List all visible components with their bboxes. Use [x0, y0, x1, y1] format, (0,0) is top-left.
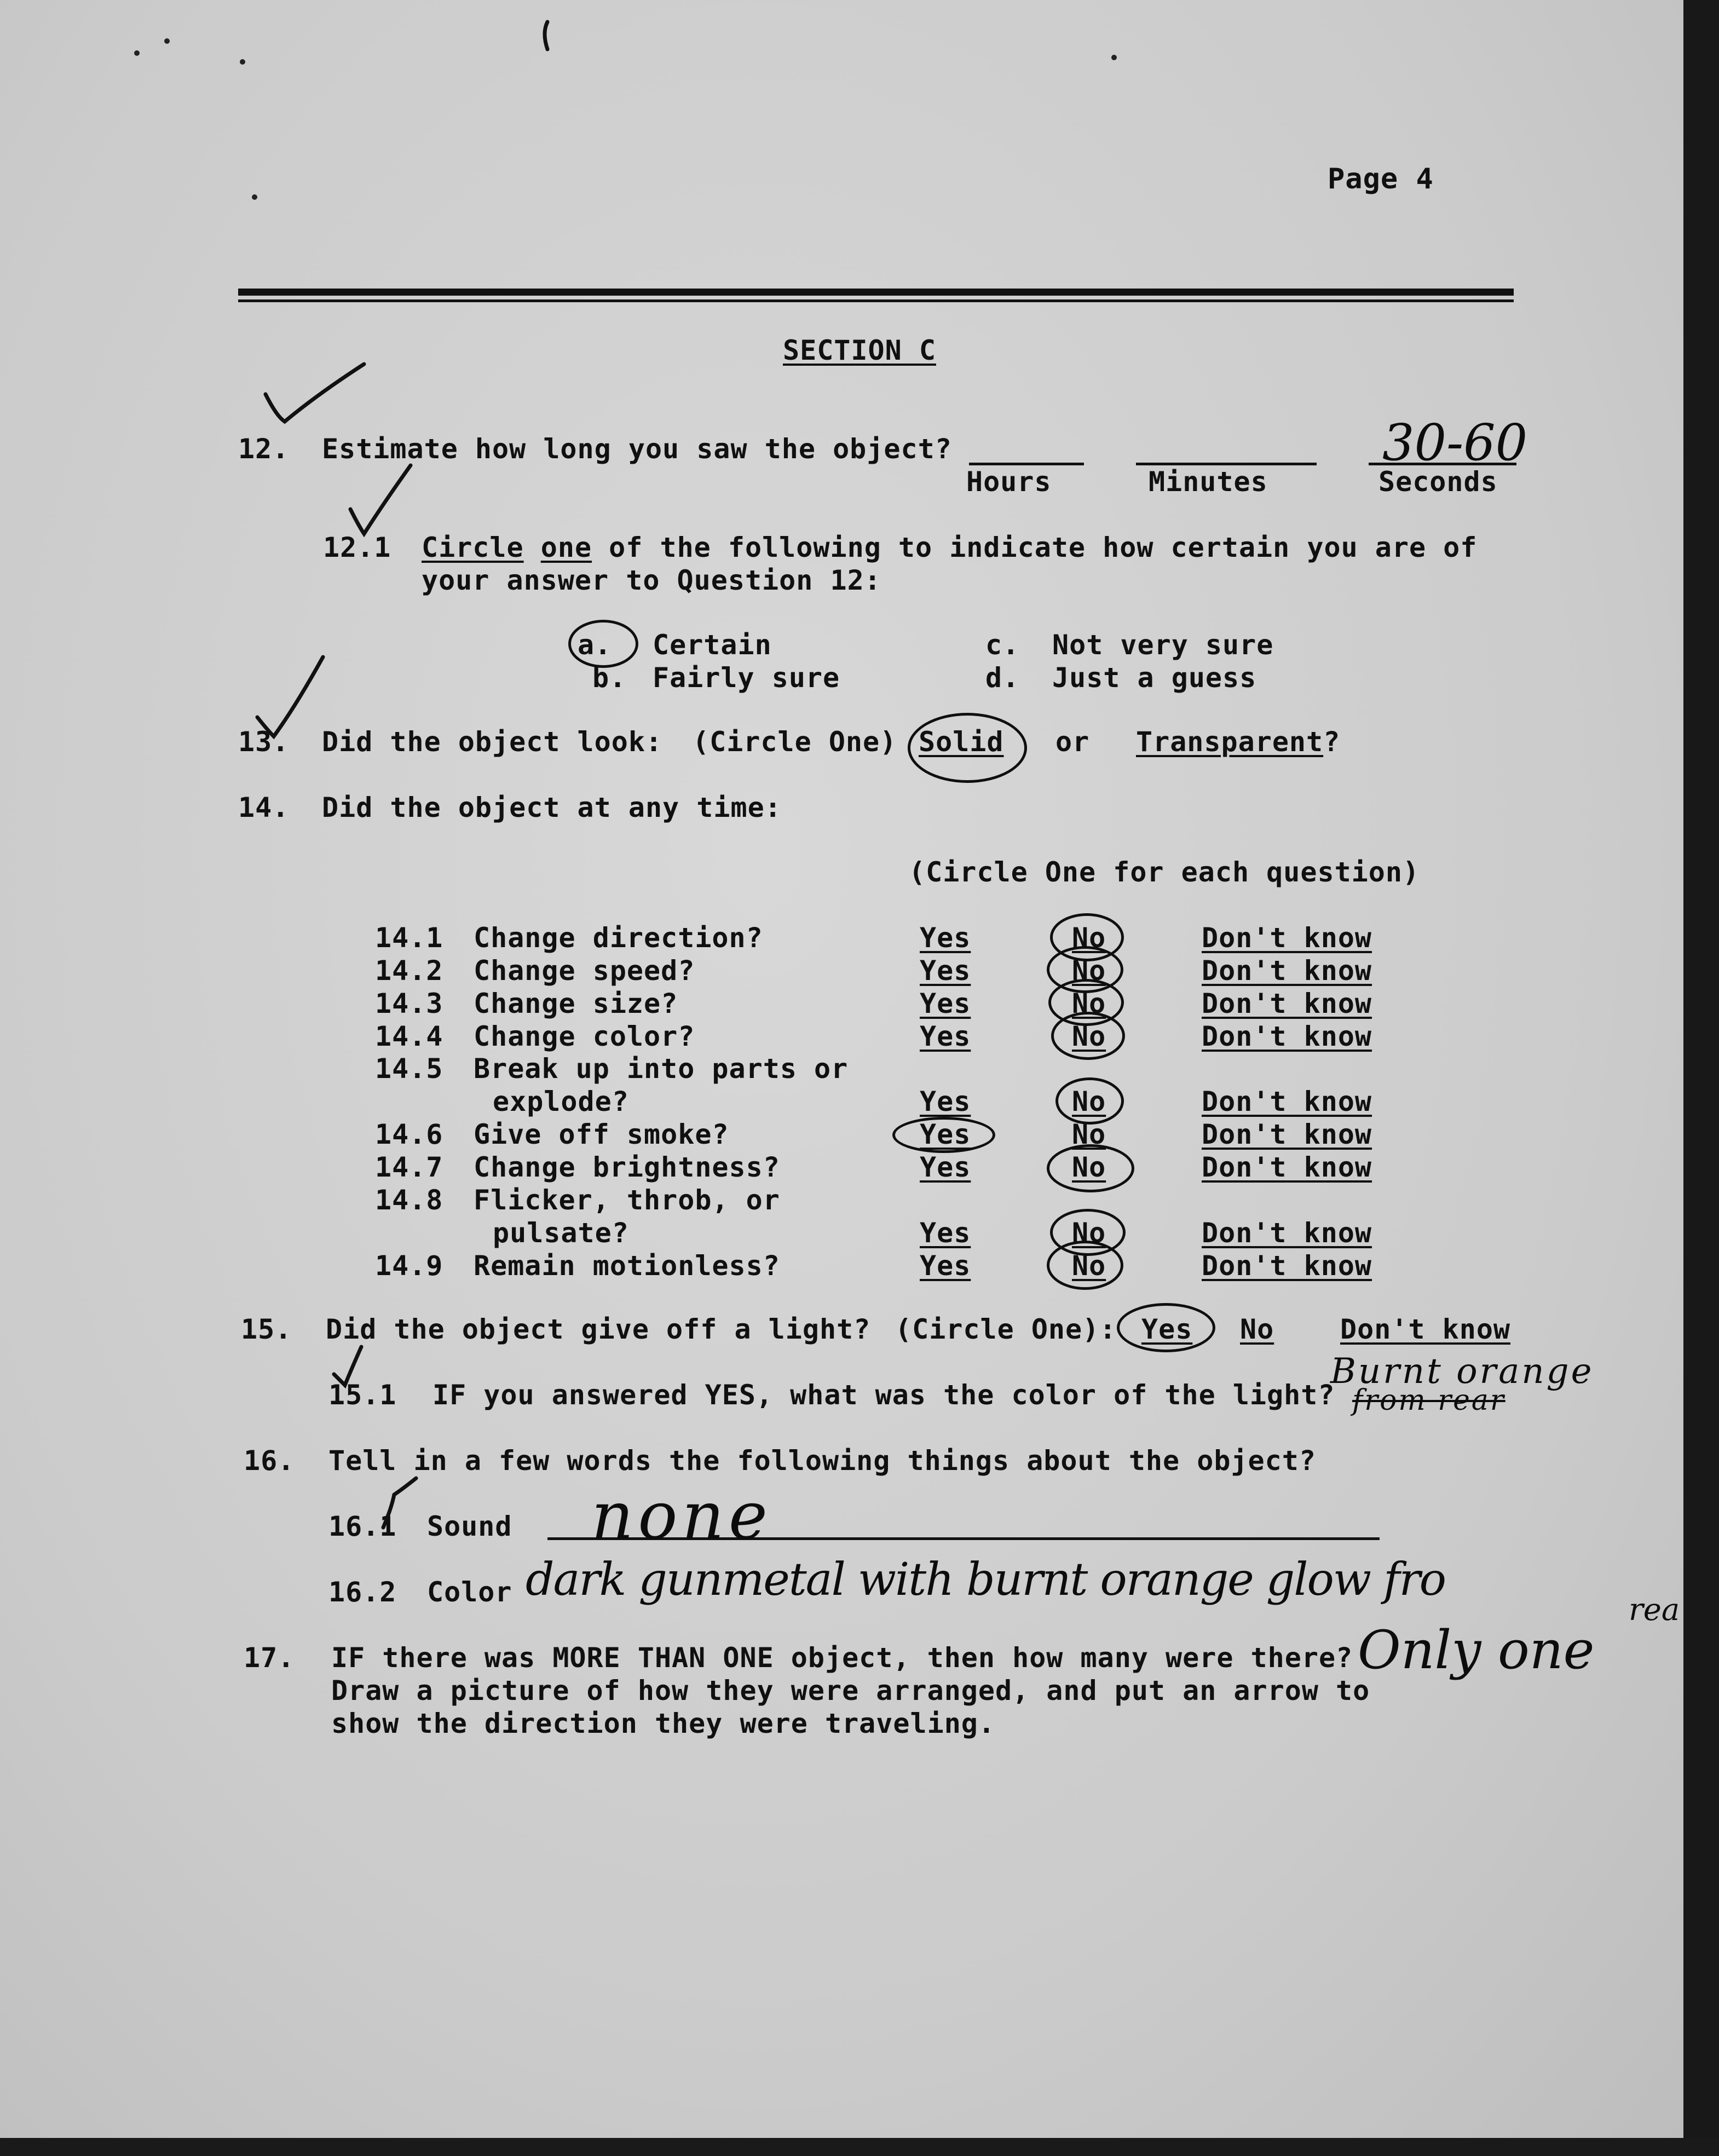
option-solid[interactable]: Solid: [919, 726, 1004, 758]
no-option[interactable]: No: [1072, 988, 1106, 1019]
q16-2-number: 16.2: [328, 1576, 397, 1608]
item-text: Remain motionless?: [474, 1250, 780, 1282]
item-number: 14.1: [375, 922, 443, 954]
yes-option[interactable]: Yes: [920, 1021, 971, 1052]
no-option[interactable]: No: [1072, 922, 1106, 954]
item-number: 14.7: [375, 1151, 443, 1183]
color-label: Color: [427, 1576, 512, 1608]
answer-circle-yes: [1117, 1303, 1215, 1352]
q15-no-option[interactable]: No: [1240, 1313, 1274, 1345]
option-a-key[interactable]: a.: [578, 629, 612, 661]
item-text: Break up into parts or: [474, 1053, 849, 1085]
no-option[interactable]: No: [1072, 955, 1106, 987]
check-mark-icon: [545, 22, 547, 49]
option-d-label: Just a guess: [1052, 662, 1257, 694]
no-option[interactable]: No: [1072, 1250, 1106, 1282]
option-c-key[interactable]: c.: [985, 629, 1020, 661]
q13-qmark: ?: [1323, 726, 1341, 758]
check-mark-icon: [257, 657, 323, 736]
option-transparent[interactable]: [1136, 725, 1340, 758]
yes-option[interactable]: Yes: [920, 1151, 971, 1183]
q12-number: 12.: [238, 433, 290, 465]
no-option[interactable]: No: [1072, 1217, 1106, 1249]
q14-number: 14.: [238, 792, 290, 823]
option-b-key[interactable]: b.: [592, 662, 627, 694]
yes-option[interactable]: Yes: [920, 1119, 971, 1150]
page-number: Page 4: [1328, 163, 1434, 195]
item-text: Give off smoke?: [474, 1119, 729, 1150]
q12-text: Estimate how long you saw the object?: [322, 433, 952, 465]
check-mark-icon: [350, 465, 411, 534]
q14-instruction: (Circle One for each question): [909, 856, 1420, 888]
q17-line3: show the direction they were traveling.: [331, 1708, 995, 1739]
item-text: Change speed?: [474, 955, 695, 987]
yes-option[interactable]: Yes: [920, 1250, 971, 1282]
yes-option[interactable]: Yes: [920, 955, 971, 987]
option-a-label: Certain: [653, 629, 772, 661]
q13-text: Did the object look:: [322, 726, 663, 758]
light-color-answer-line2: from rear: [1352, 1384, 1505, 1417]
item-number: 14.2: [375, 955, 443, 987]
q15-number: 15.: [241, 1313, 292, 1345]
item-number: 14.6: [375, 1119, 443, 1150]
seconds-label: Seconds: [1378, 466, 1498, 498]
no-option[interactable]: No: [1072, 1151, 1106, 1183]
answer-circle-no: [1051, 1012, 1125, 1060]
q17-line1: IF there was MORE THAN ONE object, then how many were there?: [331, 1642, 1353, 1674]
seconds-answer: 30-60: [1382, 413, 1528, 472]
item-text: Flicker, throb, or: [474, 1184, 780, 1216]
q15-1-number: 15.1: [328, 1379, 397, 1411]
no-option[interactable]: No: [1072, 1021, 1106, 1052]
answer-circle-no: [1047, 1241, 1123, 1290]
dont-know-option[interactable]: Don't know: [1202, 955, 1372, 987]
header-rule-thin: [238, 299, 1514, 302]
item-number: 14.3: [375, 988, 443, 1019]
yes-option[interactable]: Yes: [920, 1086, 971, 1117]
dont-know-option[interactable]: Don't know: [1202, 1250, 1372, 1282]
q16-1-number: 16.1: [328, 1511, 397, 1542]
yes-option[interactable]: Yes: [920, 1217, 971, 1249]
answer-circle-certain: [568, 620, 638, 668]
q17-number: 17.: [244, 1642, 295, 1674]
object-color-answer: dark gunmetal with burnt orange glow fro: [526, 1554, 1446, 1606]
dont-know-option[interactable]: Don't know: [1202, 1217, 1372, 1249]
answer-circle-no: [1047, 1144, 1134, 1192]
q15-yes-option[interactable]: Yes: [1141, 1313, 1193, 1345]
q17-line2: Draw a picture of how they were arranged, and put an arrow to: [331, 1675, 1370, 1707]
scan-edge-right: [1683, 0, 1719, 2156]
item-text: Change direction?: [474, 922, 763, 954]
item-text-continued: explode?: [493, 1086, 629, 1117]
dont-know-option[interactable]: Don't know: [1202, 1151, 1372, 1183]
q15-1-text: IF you answered YES, what was the color of the light?: [432, 1379, 1335, 1411]
minutes-label: Minutes: [1149, 466, 1268, 498]
dont-know-option[interactable]: Don't know: [1202, 1086, 1372, 1117]
q12-1-line1: [422, 531, 1477, 564]
dont-know-option[interactable]: Don't know: [1202, 922, 1372, 954]
option-d-key[interactable]: d.: [985, 662, 1020, 694]
option-b-label: Fairly sure: [653, 662, 840, 694]
dont-know-option[interactable]: Don't know: [1202, 988, 1372, 1019]
q13-instruction: (Circle One): [693, 726, 897, 758]
object-color-answer-tail: rea: [1629, 1592, 1680, 1628]
q15-instruction: (Circle One):: [895, 1313, 1117, 1345]
header-rule-thick: [238, 289, 1514, 296]
q15-dont-know-option[interactable]: Don't know: [1340, 1313, 1511, 1345]
item-text-continued: pulsate?: [493, 1217, 629, 1249]
dust-speck: [134, 50, 140, 56]
check-mark-icon: [266, 364, 364, 422]
dust-speck: [240, 59, 245, 65]
dust-speck: [1111, 55, 1117, 60]
dont-know-option[interactable]: Don't know: [1202, 1021, 1372, 1052]
object-count-answer: Only one: [1358, 1619, 1595, 1681]
item-text: Change color?: [474, 1021, 695, 1052]
circle-word: Circle: [422, 532, 524, 563]
item-number: 14.8: [375, 1184, 443, 1216]
yes-option[interactable]: Yes: [920, 988, 971, 1019]
q12-1-line1-rest: of the following to indicate how certain you are of: [609, 532, 1478, 563]
dust-speck: [252, 194, 257, 200]
item-text: Change size?: [474, 988, 678, 1019]
item-number: 14.4: [375, 1021, 443, 1052]
q15-text: Did the object give off a light?: [326, 1313, 871, 1345]
light-color-answer-line1: Burnt orange: [1330, 1351, 1594, 1392]
scan-edge-bottom: [0, 2138, 1719, 2156]
q14-text: Did the object at any time:: [322, 792, 782, 823]
q16-number: 16.: [244, 1445, 295, 1477]
q12-1-line2: your answer to Question 12:: [422, 564, 881, 596]
q13-or: or: [1055, 726, 1090, 758]
q16-text: Tell in a few words the following things about the object?: [328, 1445, 1316, 1477]
sound-answer: none: [591, 1478, 772, 1554]
answer-circle-yes: [892, 1117, 995, 1153]
item-number: 14.5: [375, 1053, 443, 1085]
one-word: one: [540, 532, 592, 563]
dont-know-option[interactable]: Don't know: [1202, 1119, 1372, 1150]
no-option[interactable]: No: [1072, 1086, 1106, 1117]
yes-option[interactable]: Yes: [920, 922, 971, 954]
section-title: SECTION C: [783, 335, 936, 366]
no-option[interactable]: No: [1072, 1119, 1106, 1150]
q13-number: 13.: [238, 726, 290, 758]
transparent-word: Transparent: [1136, 726, 1324, 758]
option-c-label: Not very sure: [1052, 629, 1274, 661]
item-text: Change brightness?: [474, 1151, 780, 1183]
answer-circle-solid: [908, 713, 1027, 783]
item-number: 14.9: [375, 1250, 443, 1282]
q12-1-number: 12.1: [323, 532, 391, 563]
hours-label: Hours: [966, 466, 1052, 498]
sound-label: Sound: [427, 1511, 512, 1542]
dust-speck: [164, 38, 170, 44]
